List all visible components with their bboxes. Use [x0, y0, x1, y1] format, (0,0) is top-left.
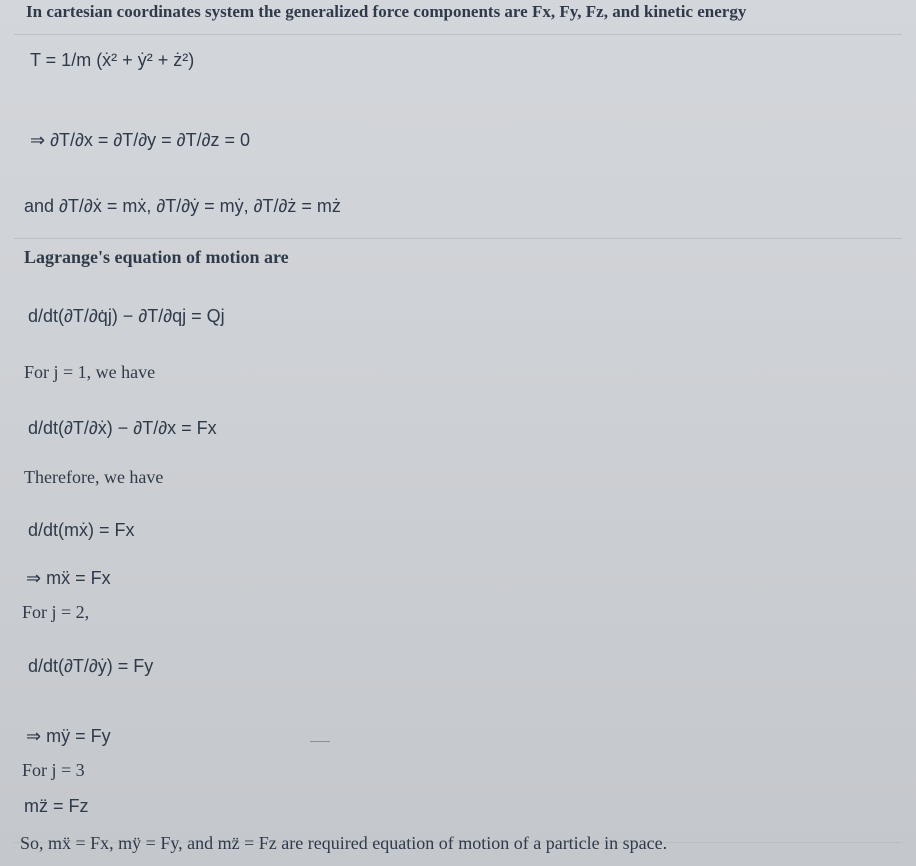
equation-partials-zero: ⇒ ∂T/∂x = ∂T/∂y = ∂T/∂z = 0 — [30, 130, 250, 150]
rule-line — [14, 238, 902, 239]
intro-text: In cartesian coordinates system the generalized force components are Fx, Fy, Fz, and kinetic energy — [26, 2, 747, 21]
rule-line — [14, 34, 902, 35]
equation-y-motion: ⇒ mÿ = Fy — [26, 726, 111, 746]
for-j1-text: For j = 1, we have — [24, 362, 156, 382]
equation-momenta: and ∂T/∂ẋ = mẋ, ∂T/∂ẏ = mẏ, ∂T/∂ż = mż — [24, 196, 341, 216]
for-j3-text: For j = 3 — [22, 760, 85, 780]
equation-kinetic-energy: T = 1/m (ẋ² + ẏ² + ż²) — [30, 50, 195, 70]
equation-j2: d/dt(∂T/∂ẏ) = Fy — [28, 656, 154, 676]
equation-lagrange: d/dt(∂T/∂q̇j) − ∂T/∂qj = Qj — [28, 306, 225, 326]
equation-z-motion: mz̈ = Fz — [24, 796, 89, 816]
conclusion-text: So, mẍ = Fx, mÿ = Fy, and mz̈ = Fz are required equation of motion of a particle in space. — [20, 833, 668, 853]
for-j2-text: For j = 2, — [22, 602, 90, 622]
equation-j1: d/dt(∂T/∂ẋ) − ∂T/∂x = Fx — [28, 418, 217, 438]
equation-momentum-derivative: d/dt(mẋ) = Fx — [28, 520, 135, 540]
equation-x-motion: ⇒ mẍ = Fx — [26, 568, 111, 588]
therefore-text: Therefore, we have — [24, 467, 164, 487]
lagrange-heading: Lagrange's equation of motion are — [24, 247, 289, 267]
stray-mark — [310, 741, 330, 742]
